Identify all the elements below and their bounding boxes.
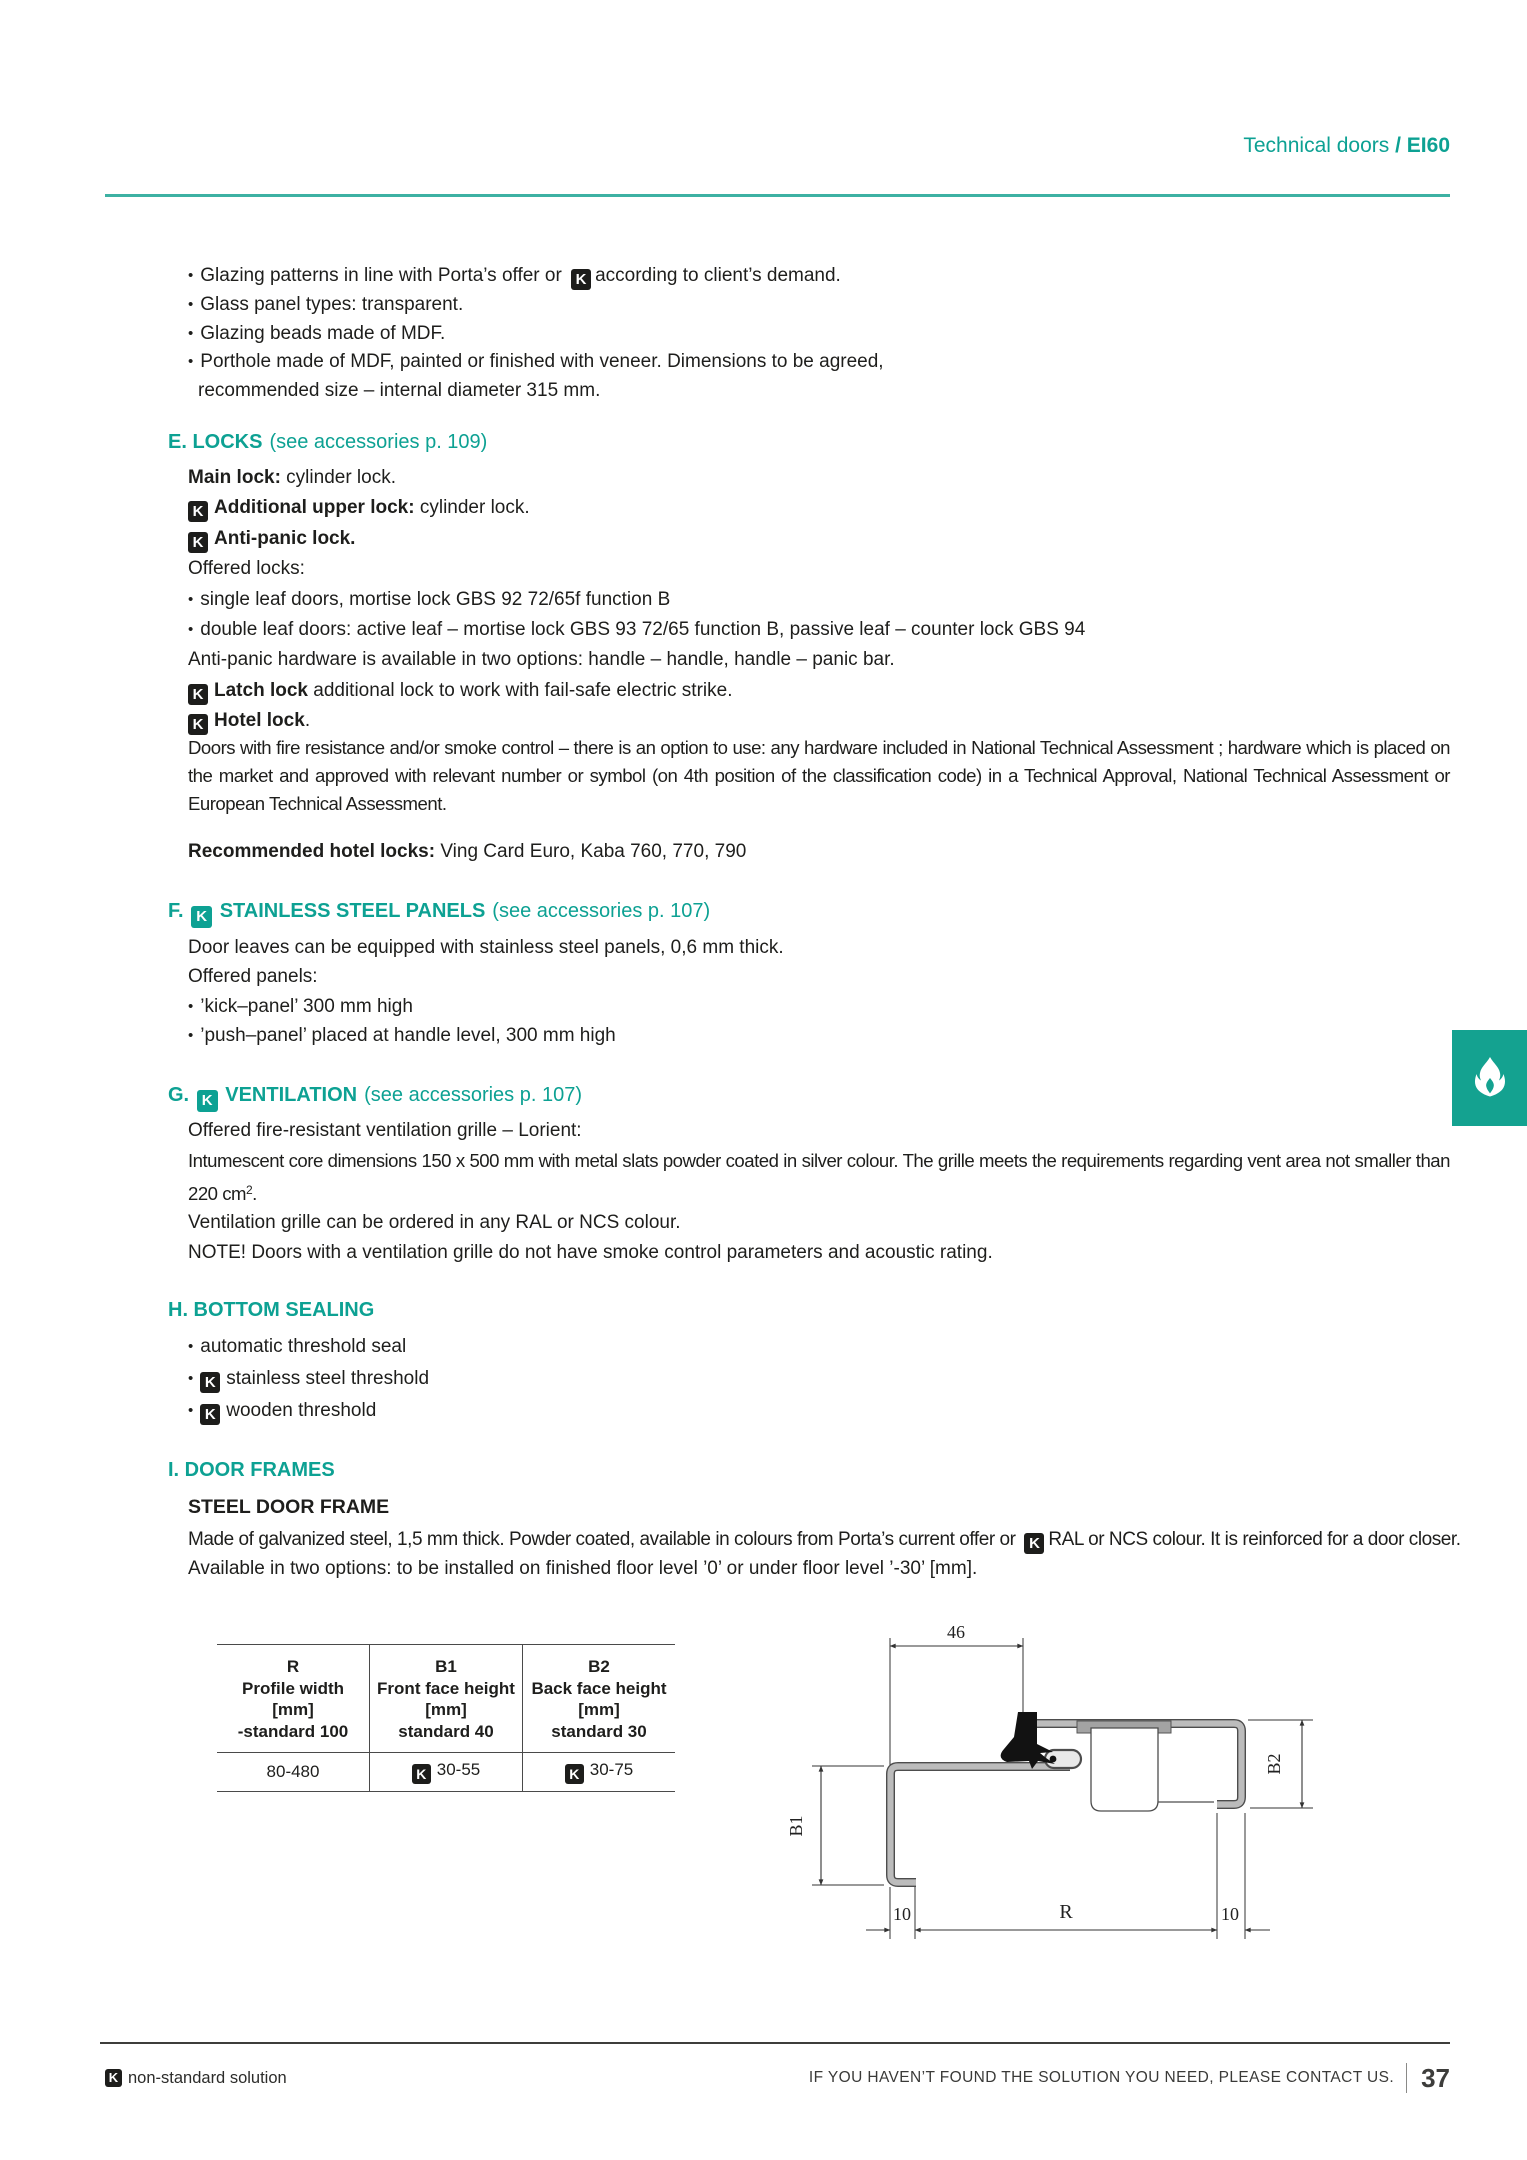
superscript: 2 — [245, 1182, 253, 1197]
list-item: • K wooden threshold — [188, 1400, 377, 1423]
k-nonstandard-icon: K — [571, 269, 591, 290]
page-header-title: Technical doors — [1243, 134, 1396, 157]
list-item: • double leaf doors: active leaf – mortise lock GBS 93 72/65 function B, passive leaf – counter lock GBS 94 — [188, 618, 1086, 640]
k-nonstandard-icon: K — [188, 684, 208, 705]
table-row — [217, 1753, 675, 1792]
footer-legend-text: non-standard solution — [128, 2068, 287, 2087]
intro-bullet-list — [188, 262, 884, 406]
text-line: Made of galvanized steel, 1,5 mm thick. Powder coated, available in colours from Porta’s current offer or K RAL or NCS colour. It is reinforced for a door closer. — [188, 1529, 1461, 1552]
cell-profile-width: 80-480 — [266, 1762, 320, 1781]
list-item: • Glazing patterns in line with Porta’s offer or K according to client’s demand. — [188, 265, 841, 288]
column-header-b1: B1 Front face height [mm] standard 40 — [370, 1645, 523, 1753]
list-item: • automatic threshold seal — [188, 1336, 407, 1357]
k-nonstandard-icon: K — [191, 906, 212, 928]
ventilation-paragraph: Intumescent core dimensions 150 x 500 mm with metal slats powder coated in silver colour. The grille meets the requirements regarding vent area not smaller than 220 $cm^2$. — [188, 1150, 1450, 1204]
text-line: Main lock: cylinder lock. — [188, 467, 397, 488]
dim-label-b1: B1 — [786, 1815, 806, 1837]
section-f-body — [188, 933, 784, 1050]
footer-rule — [100, 2042, 1450, 2044]
list-item: • K stainless steel threshold — [188, 1368, 430, 1391]
section-h-body — [188, 1331, 429, 1427]
list-item: • ’kick–panel’ 300 mm high — [188, 995, 413, 1017]
fire-resistance-paragraph: Doors with fire resistance and/or smoke control – there is an option to use: any hardware included in National Technical Assessment ; hardware which is placed on the market and approved with relevant number or symbol (on 4th position of the classification code) in a Technical Approval, National Technical Assessment or European Technical Assessment. — [188, 737, 1450, 814]
dim-label-b2: B2 — [1264, 1753, 1284, 1775]
page-header — [1243, 134, 1450, 158]
column-header-r: R Profile width [mm] -standard 100 — [217, 1645, 370, 1753]
list-item: • single leaf doors, mortise lock GBS 92 72/65f function B — [188, 588, 671, 610]
text-line: Offered fire-resistant ventilation grille – Lorient: — [188, 1120, 582, 1141]
text-line: Offered locks: — [188, 558, 305, 580]
cell-back-face-height: K 30-75 — [523, 1753, 676, 1792]
section-f-heading: F. K STAINLESS STEEL PANELS (see accessories p. 107) — [168, 900, 710, 928]
page-number: 37 — [1421, 2062, 1450, 2093]
frame-dimensions-table — [217, 1644, 675, 1792]
section-f-note: (see accessories p. 107) — [492, 900, 711, 922]
list-item: • Glazing beads made of MDF. — [188, 322, 446, 344]
list-item: • Porthole made of MDF, painted or finished with veneer. Dimensions to be agreed, — [188, 351, 884, 373]
cell-front-face-height: K 30-55 — [370, 1753, 523, 1792]
k-nonstandard-icon: K — [188, 714, 208, 735]
footer-right — [809, 2063, 1450, 2094]
section-e-note: (see accessories p. 109) — [269, 431, 488, 453]
footer — [105, 2058, 1450, 2098]
text-line: K Anti-panic lock. — [188, 524, 1085, 554]
k-nonstandard-icon: K — [188, 501, 208, 522]
section-e-body — [188, 463, 1085, 737]
k-nonstandard-icon: K — [565, 1764, 584, 1784]
list-item: • ’push–panel’ placed at handle level, 300 mm high — [188, 1024, 616, 1046]
section-g-body — [188, 1116, 1450, 1268]
column-header-b2: B2 Back face height [mm] standard 30 — [523, 1645, 676, 1753]
steel-door-frame-subheading: STEEL DOOR FRAME — [188, 1496, 390, 1518]
section-i-body — [188, 1526, 1461, 1583]
fire-category-tab — [1452, 1030, 1527, 1126]
k-nonstandard-icon: K — [200, 1404, 220, 1425]
text-line: Anti-panic hardware is available in two options: handle – handle, handle – panic bar. — [188, 649, 895, 671]
frame-profile-shape — [891, 1712, 1242, 1883]
footer-legend — [105, 2069, 287, 2088]
section-h-heading: H. BOTTOM SEALING — [168, 1299, 375, 1321]
text-line: K Latch lock additional lock to work with fail-safe electric strike. — [188, 676, 1085, 706]
flame-icon — [1470, 1055, 1510, 1101]
dim-label-46: 46 — [947, 1622, 965, 1642]
footer-contact-text: IF YOU HAVEN’T FOUND THE SOLUTION YOU NEED, PLEASE CONTACT US. — [808, 2069, 1395, 2086]
section-g-note: (see accessories p. 107) — [364, 1084, 582, 1106]
header-rule — [105, 194, 1450, 197]
section-e-heading: E. LOCKS (see accessories p. 109) — [168, 431, 488, 453]
page-header-title-bold: / EI60 — [1395, 134, 1450, 157]
dim-label-10-right: 10 — [1221, 1904, 1239, 1924]
dimension-labels — [786, 1622, 1284, 1924]
table-header-row — [217, 1645, 675, 1753]
k-nonstandard-icon: K — [200, 1372, 220, 1393]
text-line: Available in two options: to be installed on finished floor level ’0’ or under floor level ’-30’ [mm]. — [188, 1557, 978, 1579]
list-item: • Glass panel types: transparent. — [188, 293, 464, 315]
k-nonstandard-icon: K — [197, 1090, 218, 1112]
dim-label-10-left: 10 — [893, 1904, 911, 1924]
text-line: Ventilation grille can be ordered in any RAL or NCS colour. — [188, 1212, 681, 1233]
k-nonstandard-icon: K — [1024, 1533, 1044, 1554]
dim-label-r: R — [1059, 1901, 1073, 1923]
text-line: Offered panels: — [188, 966, 318, 988]
text-line: K Hotel lock. — [188, 706, 1085, 736]
k-nonstandard-icon: K — [188, 532, 208, 553]
list-item-continuation: recommended size – internal diameter 315 mm. — [198, 380, 601, 402]
k-nonstandard-icon: K — [105, 2069, 122, 2087]
door-frame-profile-drawing — [780, 1608, 1330, 1960]
k-nonstandard-icon: K — [412, 1764, 431, 1784]
section-g-heading: G. K VENTILATION (see accessories p. 107) — [168, 1084, 582, 1112]
text-line: Door leaves can be equipped with stainless steel panels, 0,6 mm thick. — [188, 937, 784, 958]
text-line: NOTE! Doors with a ventilation grille do not have smoke control parameters and acoustic rating. — [188, 1242, 993, 1263]
recommended-locks-line: Recommended hotel locks: Ving Card Euro, Kaba 760, 770, 790 — [188, 841, 747, 862]
section-i-heading: I. DOOR FRAMES — [168, 1459, 335, 1481]
text-line: K Additional upper lock: cylinder lock. — [188, 493, 1085, 523]
reinforcement-pocket — [1091, 1728, 1158, 1811]
footer-divider — [1406, 2063, 1407, 2093]
